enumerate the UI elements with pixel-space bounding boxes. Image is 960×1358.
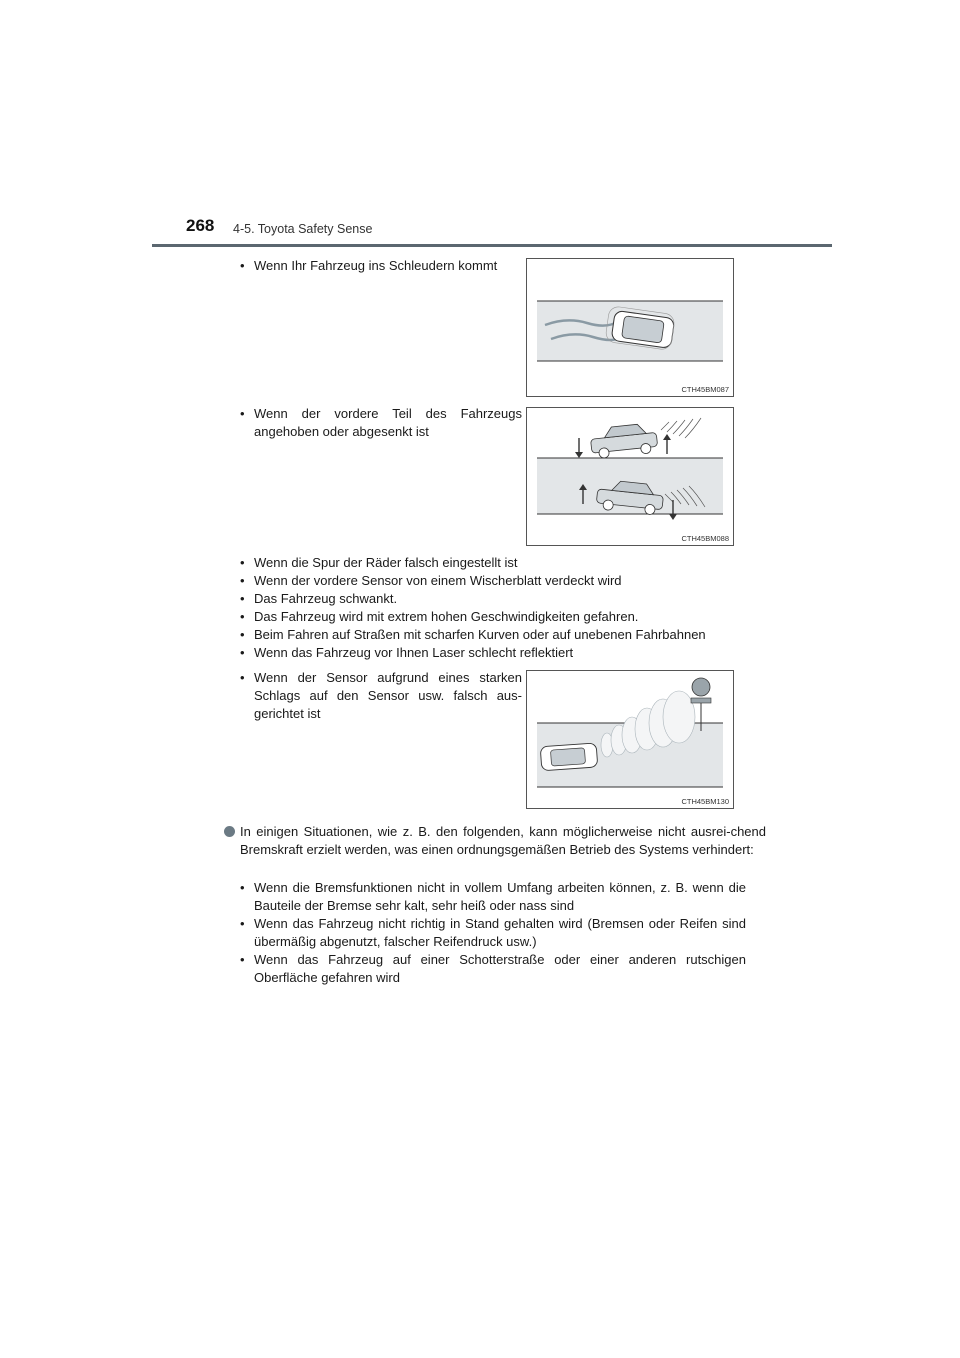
- bullet-marker: •: [240, 627, 245, 642]
- main-point-text: In einigen Situationen, wie z. B. den folgenden, kann möglicherweise nicht ausrei-chend Bremskraft erzielt werden, was einen ordnungsgemäßen Betrieb des Systems verhindert:: [240, 824, 766, 857]
- figure-code: CTH45BM130: [681, 797, 729, 806]
- bullet-marker: •: [240, 645, 245, 660]
- bullet-marker: •: [240, 609, 245, 624]
- list-item: [240, 608, 750, 626]
- circle-bullet-icon: [224, 826, 235, 837]
- bullet-front-raised: [240, 405, 522, 441]
- bullet-list-middle: [240, 554, 750, 662]
- list-item: [240, 590, 750, 608]
- page-number: 268: [186, 216, 215, 235]
- bullet-text: Wenn Ihr Fahrzeug ins Schleudern kommt: [254, 258, 498, 273]
- list-item-text: Wenn das Fahrzeug vor Ihnen Laser schlecht reflektiert: [254, 645, 574, 660]
- bullet-marker: •: [240, 573, 245, 588]
- list-item-text: Wenn das Fahrzeug auf einer Schotterstraße oder einer anderen rutschigen Oberfläche gefahren wird: [254, 952, 746, 985]
- bullet-text: Wenn der Sensor aufgrund eines starken Schlags auf den Sensor usw. falsch aus-gerichtet ist: [254, 670, 522, 721]
- bullet-marker: •: [240, 555, 245, 570]
- bullet-marker: •: [240, 258, 245, 273]
- figure-pitched-cars: [526, 407, 734, 546]
- list-item: [240, 554, 750, 572]
- section-title: 4-5. Toyota Safety Sense: [233, 222, 373, 236]
- bullet-marker: •: [240, 880, 245, 895]
- figure-skidding-car: [526, 258, 734, 397]
- pitched-cars-illustration: [527, 408, 733, 545]
- bullet-marker: •: [240, 591, 245, 606]
- braking-conditions-list: [240, 879, 746, 987]
- bullet-text: Wenn der vordere Teil des Fahrzeugs angehoben oder abgesenkt ist: [254, 406, 522, 439]
- bullet-marker: •: [240, 952, 245, 967]
- figure-code: CTH45BM088: [681, 534, 729, 543]
- list-item-text: Wenn der vordere Sensor von einem Wischerblatt verdeckt wird: [254, 573, 622, 588]
- list-item: [240, 915, 746, 951]
- bullet-marker: •: [240, 916, 245, 931]
- misaligned-sensor-illustration: [527, 671, 733, 808]
- figure-code: CTH45BM087: [681, 385, 729, 394]
- bullet-marker: •: [240, 670, 245, 685]
- list-item: [240, 951, 746, 987]
- bullet-marker: •: [240, 406, 245, 421]
- list-item-text: Beim Fahren auf Straßen mit scharfen Kurven oder auf unebenen Fahrbahnen: [254, 627, 706, 642]
- main-point-braking: [224, 823, 766, 859]
- list-item: [240, 879, 746, 915]
- list-item-text: Wenn das Fahrzeug nicht richtig in Stand gehalten wird (Bremsen oder Reifen sind übermäßig abgenutzt, falscher Reifendruck usw.): [254, 916, 746, 949]
- list-item: [240, 572, 750, 590]
- bullet-sensor-misaligned: [240, 669, 522, 723]
- header-rule: [152, 244, 832, 247]
- bullet-skidding: [240, 257, 522, 275]
- skidding-car-illustration: [527, 259, 733, 396]
- list-item-text: Das Fahrzeug wird mit extrem hohen Geschwindigkeiten gefahren.: [254, 609, 639, 624]
- figure-misaligned-sensor: [526, 670, 734, 809]
- list-item: [240, 626, 750, 644]
- list-item: [240, 644, 750, 662]
- list-item-text: Wenn die Bremsfunktionen nicht in vollem Umfang arbeiten können, z. B. wenn die Bauteile der Bremse sehr kalt, sehr heiß oder nass sind: [254, 880, 746, 913]
- list-item-text: Das Fahrzeug schwankt.: [254, 591, 398, 606]
- list-item-text: Wenn die Spur der Räder falsch eingestellt ist: [254, 555, 518, 570]
